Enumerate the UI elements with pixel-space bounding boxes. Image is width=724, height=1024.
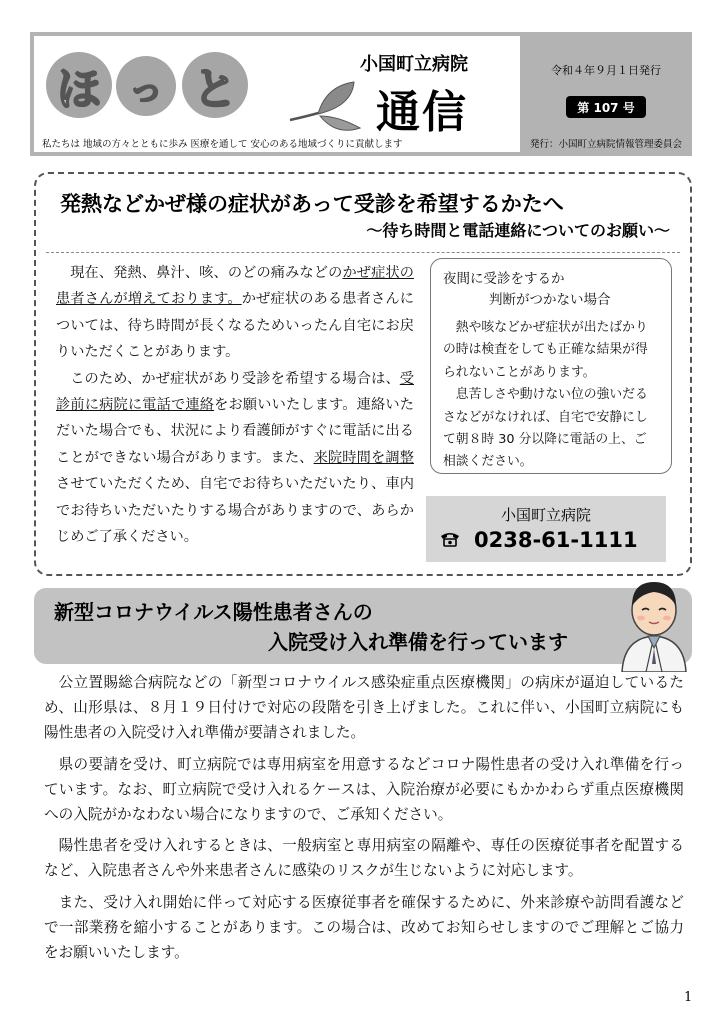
underlined-text: 受診前に病院に電話で連絡 [56,370,414,414]
title-char-3: と [182,52,248,118]
text-run: させていただくため、自宅でお待ちいただいたり、車内でお待ちいただいたりする場合がありますので、あらかじめご了承ください。 [56,476,414,546]
page-number: 1 [684,990,693,1005]
covid-admission-article [44,670,684,971]
issue-info [524,36,688,152]
underlined-text: かぜ症状の患者さんが増えております。 [56,265,414,308]
hospital-motto: 私たちは 地域の方々とともに歩み 医療を通して 安心のある地域づくりに貢献します [42,139,403,150]
article-paragraph-2: 県の要請を受け、町立病院では専用病室を用意するなどコロナ陽性患者の受け入れ準備を行っています。なお、町立病院で受け入れるケースは、入院治療が必要にもかかわらず重点医療機関への入院がかなわない場合になりますので、ご承知ください。 [44,755,684,824]
hospital-name: 小国町立病院 [360,54,468,75]
newsletter-header [30,32,692,156]
night-advice [443,317,659,474]
section2-title-line2: 入院受け入れ準備を行っています [268,630,568,654]
section1-body [56,260,414,550]
title-char-2: っ [116,56,176,116]
title-char-1: ほ [46,52,112,118]
issue-date: 令和４年９月１日発行 [551,64,661,77]
publisher: 発行：小国町立病院情報管理委員会 [529,139,682,150]
night-advice-paragraph-2: 息苦しさや動けない位の強いだるさなどがなければ、自宅で安静にして朝８時 30 分以降に電話の上、ご相談ください。 [443,387,648,470]
covid-admission-banner [34,588,692,664]
text-run: このため、かぜ症状があり受診を希望する場合は、 [70,370,400,387]
text-run: かぜ症状のある患者さんについては、待ち時間が長くなるためいったん自宅にお戻りいただくことがあります。 [56,291,414,361]
section1-paragraph-2 [56,366,414,551]
masthead [34,36,520,152]
leaf-icon [288,76,362,132]
night-advice-paragraph-1: 熱や咳などかぜ症状が出たばかりの時は検査をしても正確な結果が得られないことがあります。 [443,320,648,380]
contact-phone-row [440,528,638,552]
night-consultation-box [430,258,672,474]
newsletter-word: 通信 [376,87,468,138]
telephone-icon [440,528,460,552]
fever-notice-box [34,172,692,576]
divider [46,252,680,253]
issue-number-badge: 第 107 号 [566,96,646,118]
night-question-line1: 夜間に受診をするか [443,271,565,287]
section1-paragraph-1 [56,260,414,366]
underlined-text: 来院時間を調整 [313,449,414,466]
section2-title-line1: 新型コロナウイルス陽性患者さんの [54,600,373,624]
hospital-contact [426,496,666,562]
section1-title: 発熱などかぜ様の症状があって受診を希望するかたへ [60,192,564,216]
article-paragraph-1: 公立置賜総合病院などの「新型コロナウイルス感染症重点医療機関」の病床が逼迫しているため、山形県は、８月１９日付けで対応の段階を引き上げました。これに伴い、小国町立病院にも陽性患者の入院受け入れ準備が要請されました。 [44,674,684,742]
article-paragraph-4: また、受け入れ開始に伴って対応する医療従事者を確保するために、外来診療や訪問看護などで一部業務を縮小することがあります。この場合は、改めてお知らせしますのでご理解とご協力をお願いいたします。 [44,893,684,962]
section1-subtitle: ～待ち時間と電話連絡についてのお願い～ [366,221,670,240]
phone-number[interactable]: 0238-61-1111 [474,528,638,552]
night-question-line2: 判断がつかない場合 [489,292,611,308]
contact-hospital-name: 小国町立病院 [500,506,591,524]
doctor-illustration [614,574,694,672]
article-paragraph-3: 陽性患者を受け入れするときは、一般病室と専用病室の隔離や、専任の医療従事者を配置するなど、入院患者さんや外来患者さんに感染のリスクが生じないように対応します。 [44,837,684,880]
newsletter-logo-title [46,52,266,122]
text-run: 現在、発熱、鼻汁、咳、のどの痛みなどの [70,265,343,281]
text-run: をお願いいたします。連絡いただいた場合でも、状況により看護師がすぐに電話に出ることができない場合があります。また、 [56,397,414,466]
